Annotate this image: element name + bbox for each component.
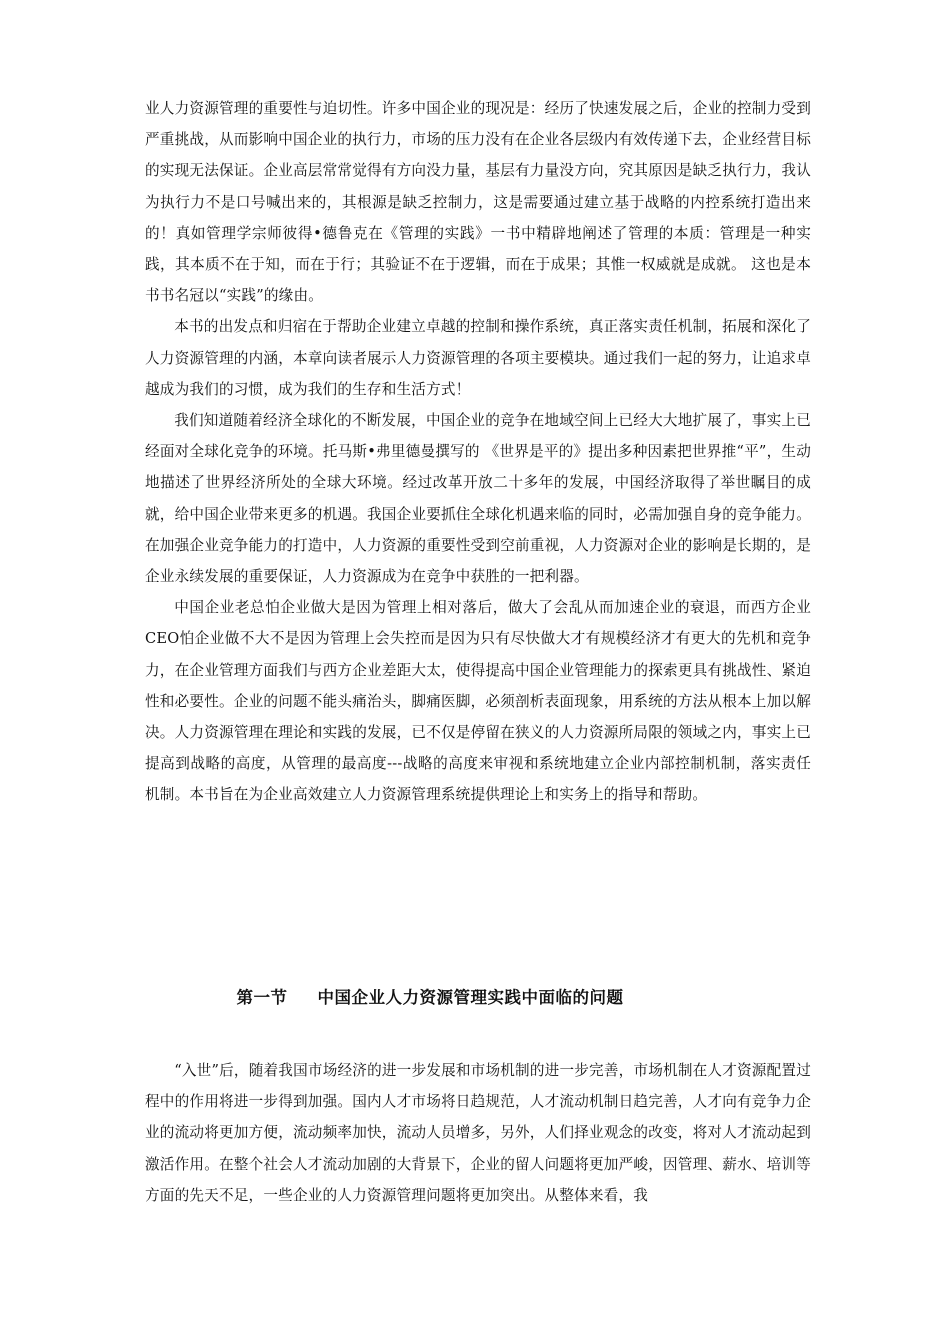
paragraph: 我们知道随着经济全球化的不断发展，中国企业的竞争在地域空间上已经大大地扩展了，事实上已经面对全球化竞争的环境。托马斯•弗里德曼撰写的 《世界是平的》提出多种因素把世界推“平”，生动地描述了世界经济所处的全球大环境。经过改革开放二十多年的发展，中国经济取得了举世瞩目的成就，给中国企业带来更多的机遇。我国企业要抓住全球化机遇来临的同时，必需加强自身的竞争能力。在加强企业竞争能力的打造中，人力资源的重要性受到空前重视，人力资源对企业的影响是长期的，是企业永续发展的重要保证，人力资源成为在竞争中获胜的一把利器。	[145, 412, 811, 586]
section-number: 第一节	[236, 988, 288, 1007]
body-text-bottom	[145, 1055, 811, 1211]
section-heading	[0, 983, 860, 1013]
section-title: 中国企业人力资源管理实践中面临的问题	[317, 988, 624, 1007]
paragraph: “入世”后，随着我国市场经济的进一步发展和市场机制的进一步完善，市场机制在人才资源配置过程中的作用将进一步得到加强。国内人才市场将日趋规范，人才流动机制日趋完善，人才向有竞争力企业的流动将更加方便，流动频率加快，流动人员增多，另外，人们择业观念的改变，将对人才流动起到激活作用。在整个社会人才流动加剧的大背景下，企业的留人问题将更加严峻，因管理、薪水、培训等方面的先天不足，一些企业的人力资源管理问题将更加突出。从整体来看，我	[145, 1062, 811, 1204]
paragraph-continued: 业人力资源管理的重要性与迫切性。许多中国企业的现况是：经历了快速发展之后，企业的控制力受到严重挑战，从而影响中国企业的执行力，市场的压力没有在企业各层级内有效传递下去，企业经营目标的实现无法保证。企业高层常常觉得有方向没力量，基层有力量没方向，究其原因是缺乏执行力，我认为执行力不是口号喊出来的，其根源是缺乏控制力，这是需要通过建立基于战略的内控系统打造出来的！真如管理学宗师彼得•德鲁克在《管理的实践》一书中精辟地阐述了管理的本质：管理是一种实践，其本质不在于知，而在于行；其验证不在于逻辑，而在于成果；其惟一权威就是成就。 这也是本书书名冠以“实践”的缘由。	[145, 100, 811, 305]
paragraph: 本书的出发点和归宿在于帮助企业建立卓越的控制和操作系统，真正落实责任机制，拓展和深化了人力资源管理的内涵，本章向读者展示人力资源管理的各项主要模块。通过我们一起的努力，让追求卓越成为我们的习惯，成为我们的生存和生活方式！	[145, 318, 811, 398]
body-text-top	[145, 93, 811, 811]
paragraph: 中国企业老总怕企业做大是因为管理上相对落后，做大了会乱从而加速企业的衰退，而西方企业CEO怕企业做不大不是因为管理上会失控而是因为只有尽快做大才有规模经济才有更大的先机和竞争力，在企业管理方面我们与西方企业差距大太，使得提高中国企业管理能力的探索更具有挑战性、紧迫性和必要性。企业的问题不能头痛治头，脚痛医脚，必须剖析表面现象，用系统的方法从根本上加以解决。人力资源管理在理论和实践的发展，已不仅是停留在狭义的人力资源所局限的领域之内，事实上已提高到战略的高度，从管理的最高度---战略的高度来审视和系统地建立企业内部控制机制，落实责任机制。本书旨在为企业高效建立人力资源管理系统提供理论上和实务上的指导和帮助。	[145, 599, 811, 804]
